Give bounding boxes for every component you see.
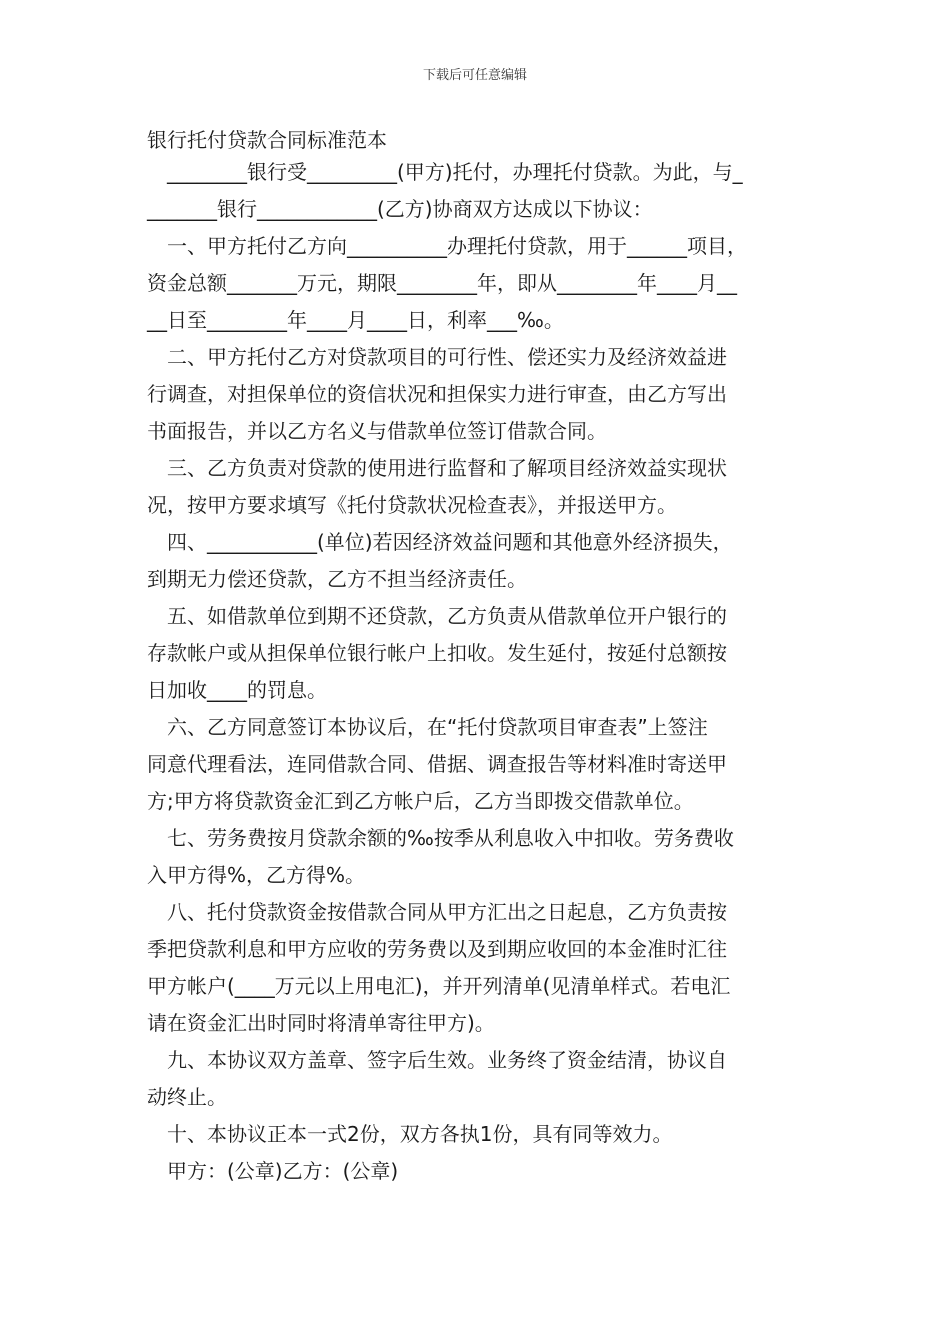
paragraph-clause-4: 四、___________(单位)若因经济效益问题和其他意外经济损失， 到期无力偿还贷款，乙方不担当经济责任。	[147, 530, 733, 591]
paragraph-signatures: 甲方：(公章)乙方：(公章)	[167, 1159, 399, 1183]
page-header-note: 下载后可任意编辑	[422, 68, 527, 83]
paragraph-clause-9: 九、本协议双方盖章、签字后生效。业务终了资金结清，协议自 动终止。	[147, 1048, 727, 1109]
paragraph-clause-8: 八、托付贷款资金按借款合同从甲方汇出之日起息，乙方负责按 季把贷款利息和甲方应收的劳务费以及到期应收回的本金准时汇往 甲方帐户(____万元以上用电汇)，并开列清单(见清单样式。若电汇 请在资金汇出时同时将清单寄往甲方)。	[147, 900, 731, 1035]
paragraph-clause-7: 七、劳务费按月贷款余额的‰按季从利息收入中扣收。劳务费收 入甲方得%，乙方得%。	[147, 826, 734, 887]
paragraph-clause-5: 五、如借款单位到期不还贷款，乙方负责从借款单位开户银行的 存款帐户或从担保单位银行帐户上扣收。发生延付，按延付总额按 日加收____的罚息。	[147, 604, 727, 702]
paragraph-clause-6: 六、乙方同意签订本协议后，在“托付贷款项目审查表”上签注 同意代理看法，连同借款合同、借据、调查报告等材料准时寄送甲 方;甲方将贷款资金汇到乙方帐户后，乙方当即拨交借款单位。	[147, 715, 727, 813]
document-body	[147, 154, 827, 1190]
paragraph-clause-2: 二、甲方托付乙方对贷款项目的可行性、偿还实力及经济效益进 行调查，对担保单位的资信状况和担保实力进行审查，由乙方写出 书面报告，并以乙方名义与借款单位签订借款合同。	[147, 345, 727, 443]
paragraph-clause-1: 一、甲方托付乙方向__________办理托付贷款，用于______项目， 资金总额_______万元，期限________年，即从________年____月__ __日至________年____月____日，利率___‰。	[147, 234, 747, 332]
document-title: 银行托付贷款合同标准范本	[147, 128, 387, 152]
paragraph-clause-3: 三、乙方负责对贷款的使用进行监督和了解项目经济效益实现状 况，按甲方要求填写《托付贷款状况检查表》，并报送甲方。	[147, 456, 727, 517]
paragraph-intro: ________银行受_________(甲方)托付，办理托付贷款。为此，与_ _______银行____________(乙方)协商双方达成以下协议：	[147, 160, 743, 221]
paragraph-clause-10: 十、本协议正本一式2份，双方各执1份，具有同等效力。	[167, 1122, 673, 1146]
